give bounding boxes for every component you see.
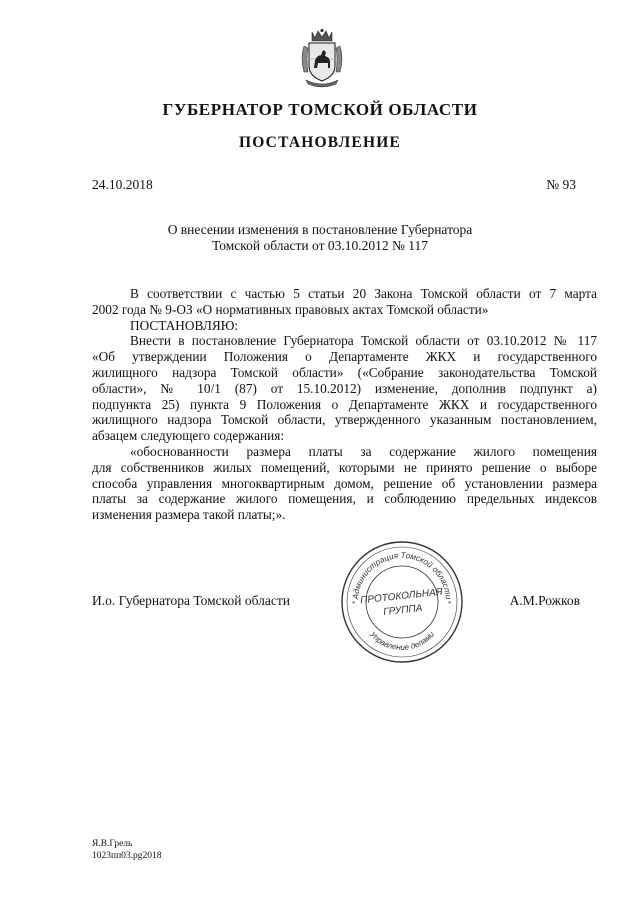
body-line: способа управления многоквартирным домом, решение об установлении размера — [92, 475, 597, 491]
body-line: «обоснованности размера платы за содержание жилого помещения — [130, 443, 597, 459]
file-code: 1023пп03.pg2018 — [92, 851, 162, 861]
document-body — [92, 286, 597, 523]
body-line: изменения размера такой платы;». — [92, 507, 286, 523]
body-line: жилищного надзора Томской области» («Собрание законодательства Томской — [92, 364, 597, 380]
executor-name: Я.В.Грель — [92, 839, 133, 849]
body-line: платы за содержание жилого помещения, и соблюдению предельных индексов — [92, 491, 597, 507]
body-line: для собственников жилых помещений, которыми не принято решение о выборе — [92, 459, 597, 475]
body-line: абзацем следующего содержания: — [92, 428, 285, 444]
stamp-ring-bottom: Управление делами — [367, 629, 437, 653]
signatory-name: А.М.Рожков — [509, 593, 580, 608]
stamp-star-icon: * — [448, 600, 452, 608]
document-date: 24.10.2018 — [92, 177, 153, 192]
issuing-authority: ГУБЕРНАТОР ТОМСКОЙ ОБЛАСТИ — [162, 100, 478, 119]
stamp-star-icon: * — [352, 600, 356, 608]
body-line: Внести в постановление Губернатора Томской области от 03.10.2012 № 117 — [130, 333, 597, 349]
footer-notes — [92, 838, 162, 862]
body-line: «Об утверждении Положения о Департаменте ЖКХ и государственного — [92, 349, 597, 365]
coat-of-arms-emblem — [298, 28, 346, 88]
body-line: области», № 10/1 (87) от 15.10.2012) изменение, дополнив подпункт а) — [92, 380, 597, 396]
stamp-ring-text: Администрация Томской области — [351, 550, 453, 600]
body-line: 2002 года № 9-ОЗ «О нормативных правовых актах Томской области» — [92, 301, 489, 317]
stamp-center-line: ГРУППА — [382, 602, 423, 618]
subject-line: О внесении изменения в постановление Губернатора — [167, 222, 473, 237]
signatory-position: И.о. Губернатора Томской области — [92, 593, 290, 608]
resolve-keyword: ПОСТАНОВЛЯЮ: — [130, 317, 239, 333]
svg-text:Управление делами — [367, 629, 436, 652]
document-number: № 93 — [546, 177, 576, 192]
body-line: В соответствии с частью 5 статьи 20 Закона Томской области от 7 марта — [130, 286, 597, 301]
stamp-center-line: ПРОТОКОЛЬНАЯ — [359, 586, 444, 607]
subject-line: Томской области от 03.10.2012 № 117 — [212, 238, 428, 253]
body-line: подпункта 25) пункта 9 Положения о Департаменте ЖКХ и государственного — [92, 396, 597, 412]
body-line: жилищного надзора Томской области, утвержденного указанным постановлением, — [92, 412, 597, 428]
document-type: ПОСТАНОВЛЕНИЕ — [238, 134, 402, 151]
official-stamp — [338, 538, 466, 666]
document-subject — [0, 222, 640, 254]
